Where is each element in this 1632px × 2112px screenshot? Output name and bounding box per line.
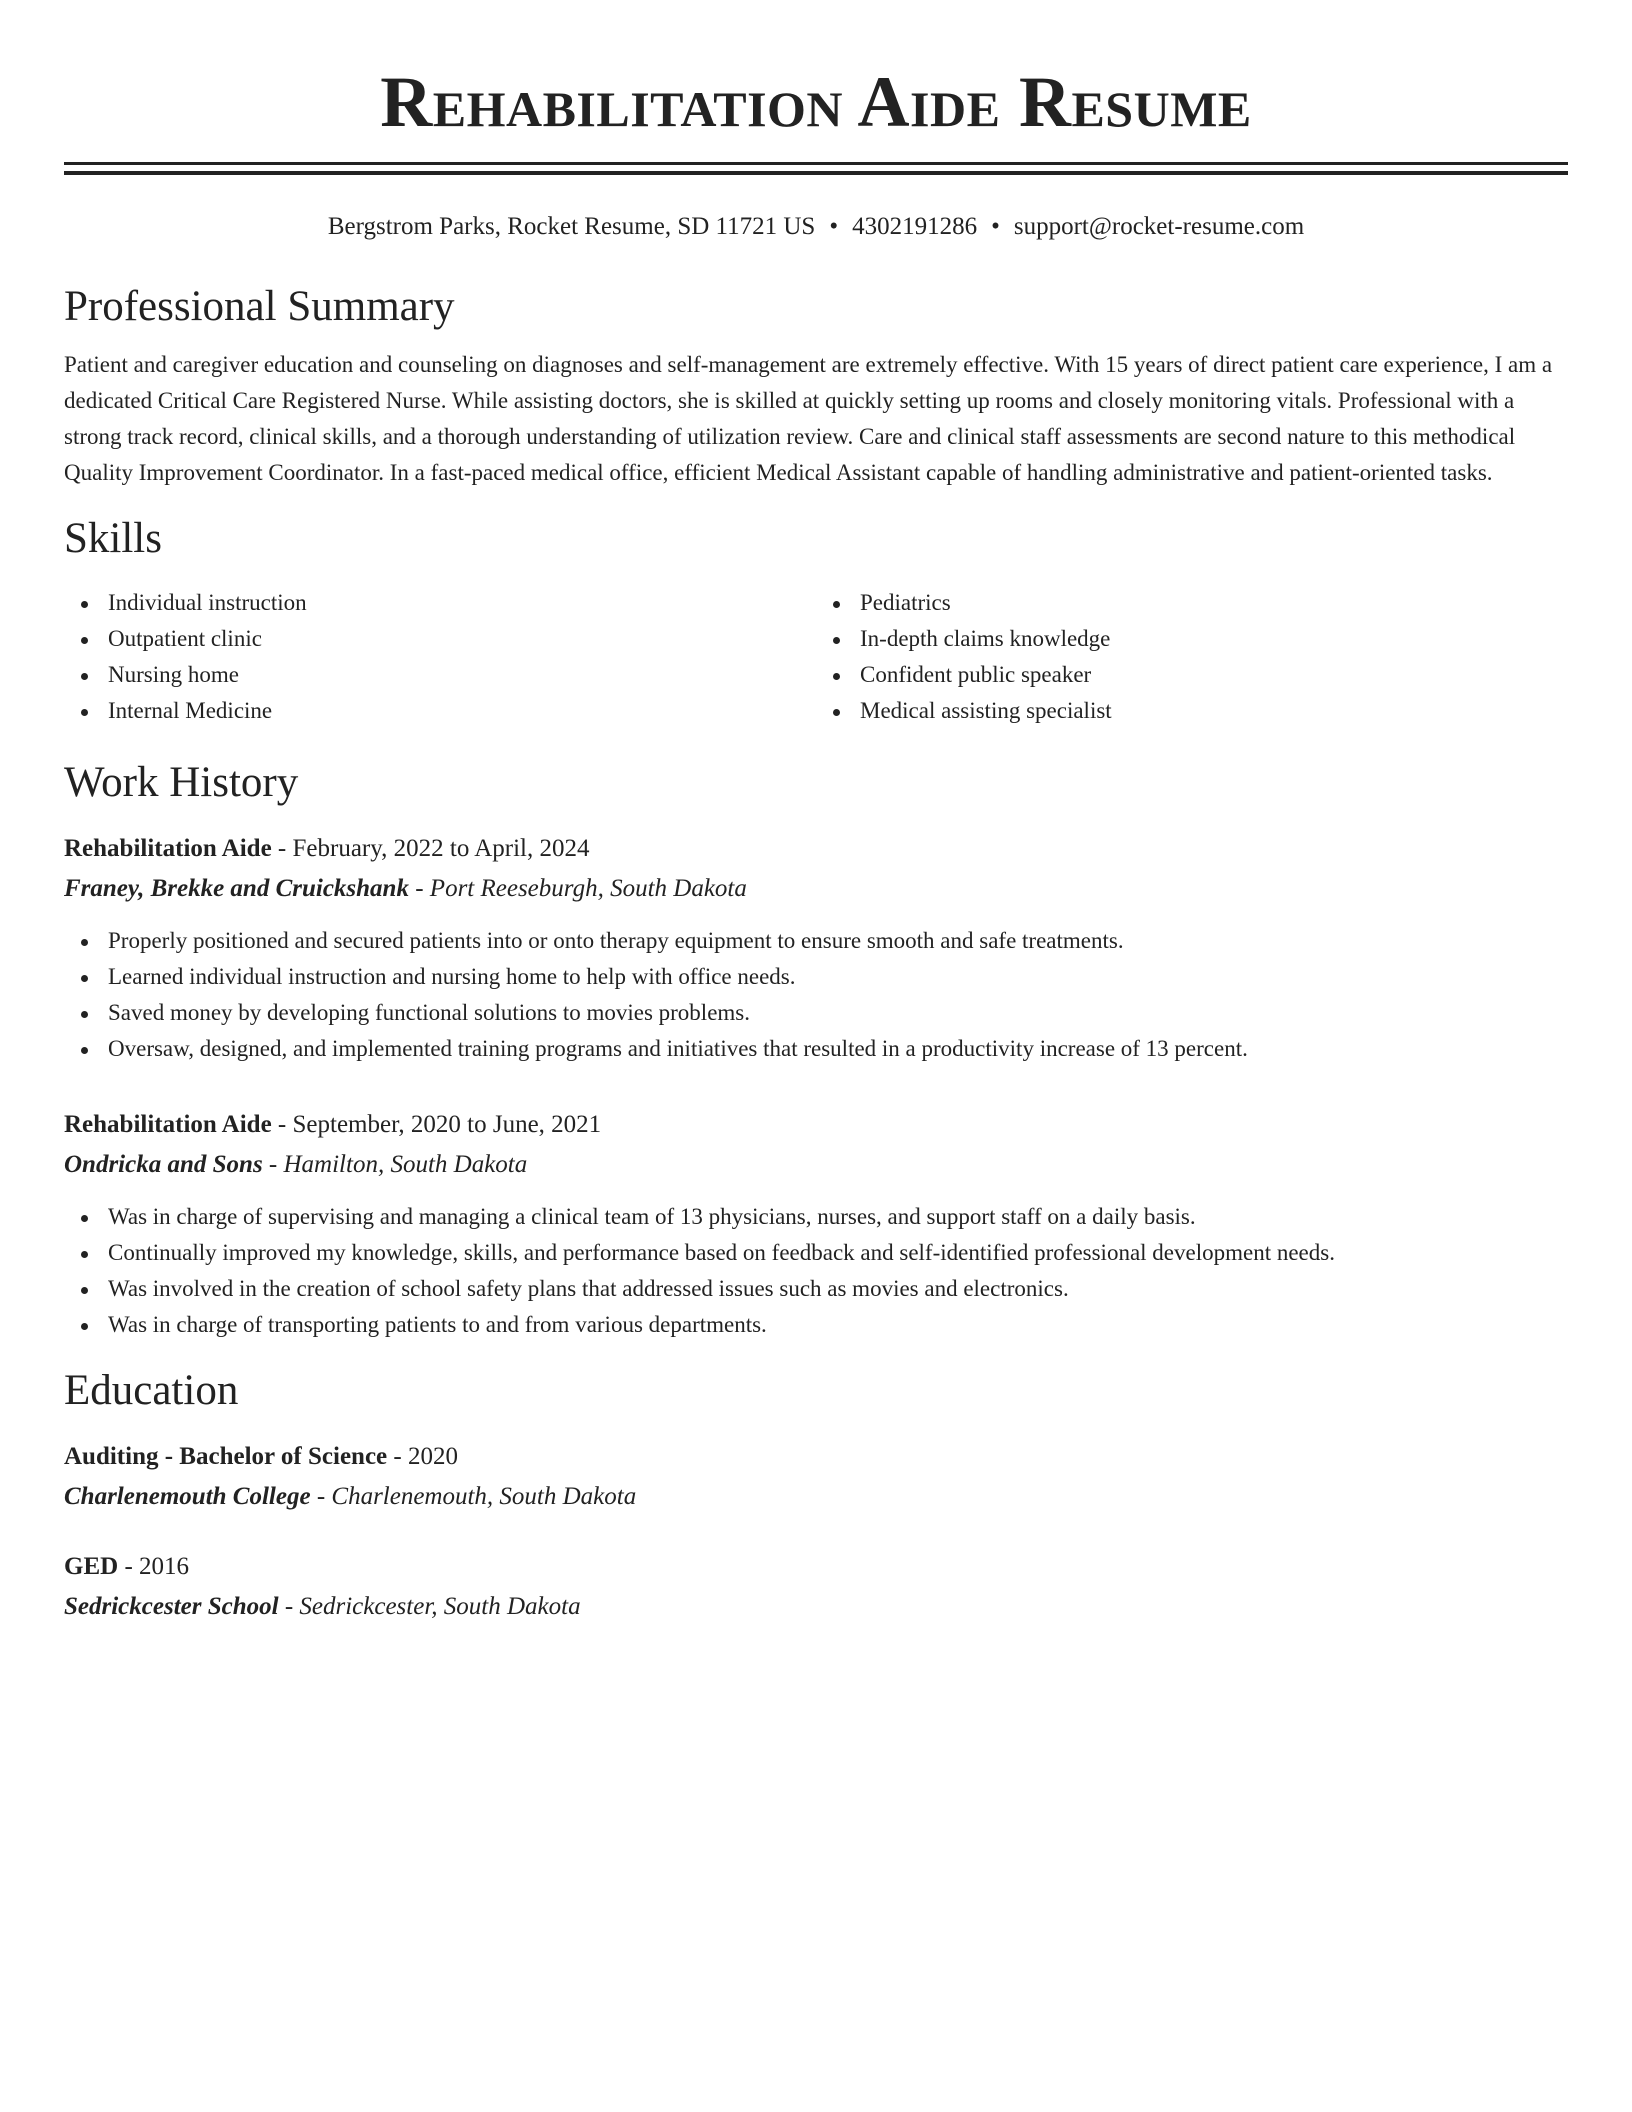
summary-heading: Professional Summary <box>64 283 455 330</box>
skills-list <box>64 585 1568 729</box>
education-school-line: Sedrickcester School - Sedrickcester, South Dakota <box>64 1593 581 1620</box>
education-heading: Education <box>64 1367 239 1414</box>
contact-separator: • <box>991 213 1000 240</box>
job-company: Ondricka and Sons <box>64 1151 263 1178</box>
education-location: Sedrickcester, South Dakota <box>299 1593 581 1620</box>
job-title: Rehabilitation Aide <box>64 835 272 862</box>
education-school-line: Charlenemouth College - Charlenemouth, South Dakota <box>64 1483 637 1510</box>
job-title-line: Rehabilitation Aide - February, 2022 to April, 2024 <box>64 835 590 862</box>
job-duty-item: Saved money by developing functional solutions to movies problems. <box>64 995 1568 1031</box>
title-divider-top <box>64 162 1568 165</box>
job-duty-item: Was in charge of supervising and managing a clinical team of 13 physicians, nurses, and support staff on a daily basis. <box>64 1199 1568 1235</box>
skill-item: In-depth claims knowledge <box>816 621 1568 657</box>
job-entry <box>64 829 1568 1067</box>
skill-item: Confident public speaker <box>816 657 1568 693</box>
education-degree-line: Auditing - Bachelor of Science - 2020 <box>64 1443 458 1470</box>
education-school: Sedrickcester School <box>64 1593 279 1620</box>
skills-column-left <box>64 585 816 729</box>
contact-address: Bergstrom Parks, Rocket Resume, SD 11721 US <box>327 213 816 240</box>
job-dates: September, 2020 to June, 2021 <box>292 1111 602 1138</box>
education-degree-line: GED - 2016 <box>64 1553 190 1580</box>
job-duties <box>64 1199 1568 1343</box>
job-location: Hamilton, South Dakota <box>283 1151 528 1178</box>
skill-item: Pediatrics <box>816 585 1568 621</box>
education-degree: GED <box>64 1553 119 1580</box>
job-employer-line: Ondricka and Sons - Hamilton, South Dakota <box>64 1151 528 1178</box>
education-entry <box>64 1547 1568 1627</box>
job-dates: February, 2022 to April, 2024 <box>292 835 590 862</box>
summary-text: Patient and caregiver education and counseling on diagnoses and self-management are extremely effective. With 15 years of direct patient care experience, I am a dedicated Critical Care Registered Nurse. While assisting doctors, she is skilled at quickly setting up rooms and closely monitoring vitals. Professional with a strong track record, clinical skills, and a thorough understanding of utilization review. Care and clinical staff assessments are second nature to this methodical Quality Improvement Coordinator. In a fast-paced medical office, efficient Medical Assistant capable of handling administrative and patient-oriented tasks. <box>64 352 1553 485</box>
job-duty-item: Was involved in the creation of school safety plans that addressed issues such as movies and electronics. <box>64 1271 1568 1307</box>
job-entry <box>64 1105 1568 1343</box>
education-year: 2016 <box>139 1553 190 1580</box>
resume-title: Rehabilitation Aide Resume <box>380 62 1252 142</box>
job-duties <box>64 923 1568 1067</box>
education-entry <box>64 1437 1568 1517</box>
education-degree: Auditing - Bachelor of Science <box>64 1443 388 1470</box>
education-year: 2020 <box>407 1443 458 1470</box>
job-duty-item: Oversaw, designed, and implemented training programs and initiatives that resulted in a productivity increase of 13 percent. <box>64 1031 1568 1067</box>
skill-item: Outpatient clinic <box>64 621 816 657</box>
skills-heading: Skills <box>64 515 162 562</box>
job-title-line: Rehabilitation Aide - September, 2020 to June, 2021 <box>64 1111 602 1138</box>
work-history-heading: Work History <box>64 759 299 806</box>
contact-email: support@rocket-resume.com <box>1013 213 1305 240</box>
contact-phone: 4302191286 <box>852 213 978 240</box>
skills-column-right <box>816 585 1568 729</box>
job-duty-item: Learned individual instruction and nursing home to help with office needs. <box>64 959 1568 995</box>
skill-item: Nursing home <box>64 657 816 693</box>
job-duty-item: Continually improved my knowledge, skills, and performance based on feedback and self-identified professional development needs. <box>64 1235 1568 1271</box>
job-title: Rehabilitation Aide <box>64 1111 272 1138</box>
skill-item: Internal Medicine <box>64 693 816 729</box>
job-location: Port Reeseburgh, South Dakota <box>429 875 747 902</box>
job-employer-line: Franey, Brekke and Cruickshank - Port Reeseburgh, South Dakota <box>64 875 747 902</box>
job-duty-item: Was in charge of transporting patients to and from various departments. <box>64 1307 1568 1343</box>
skill-item: Individual instruction <box>64 585 816 621</box>
contact-line <box>64 211 1568 243</box>
education-school: Charlenemouth College <box>64 1483 311 1510</box>
job-duty-item: Properly positioned and secured patients into or onto therapy equipment to ensure smooth and safe treatments. <box>64 923 1568 959</box>
job-company: Franey, Brekke and Cruickshank <box>64 875 409 902</box>
skill-item: Medical assisting specialist <box>816 693 1568 729</box>
education-location: Charlenemouth, South Dakota <box>331 1483 637 1510</box>
contact-separator: • <box>829 213 839 240</box>
title-divider-bottom <box>64 171 1568 175</box>
